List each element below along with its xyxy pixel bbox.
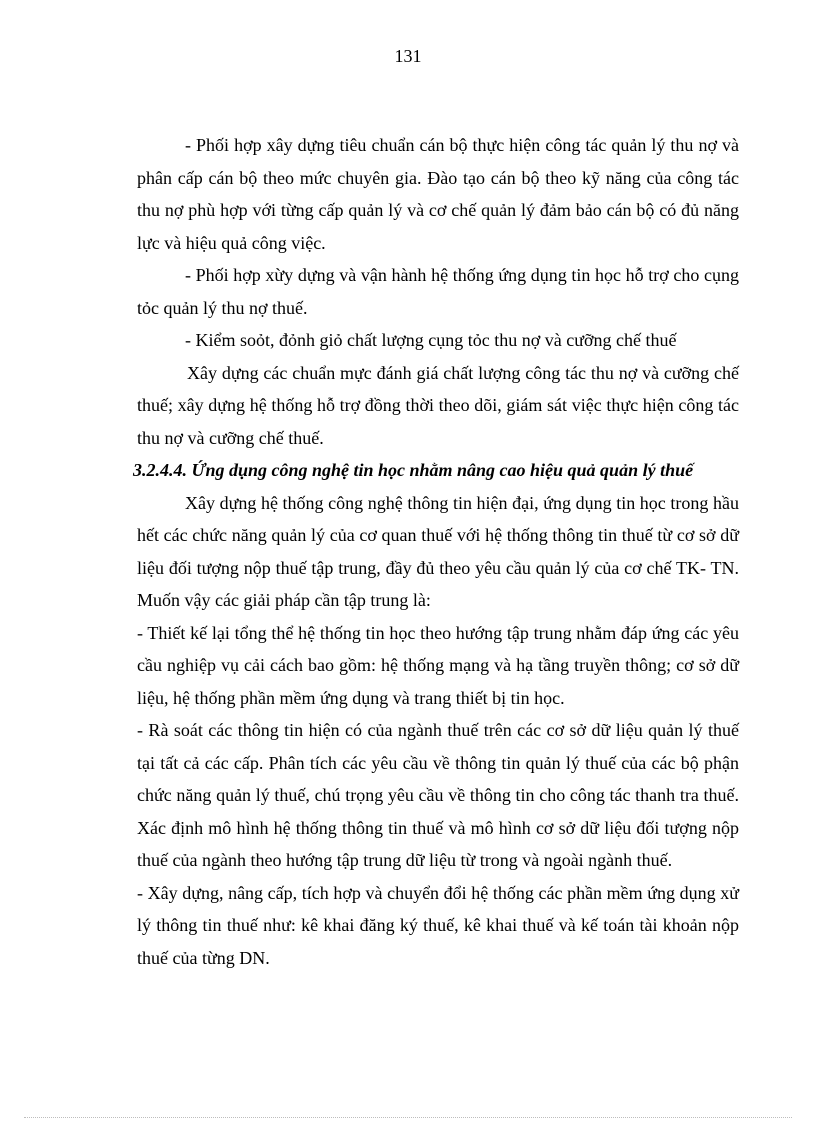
paragraph-quality-control: - Kiểm soỏt, đỏnh giỏ chất lượng cụng tỏc thu nợ và cưỡng chế thuế: [185, 330, 677, 350]
section-intro: Xây dựng hệ thống công nghệ thông tin hiện đại, ứng dụng tin học trong hầu hết các chức năng quản lý của cơ quan thuế với hệ thống thông tin thuế từ cơ sở dữ liệu đối tượng nộp thuế tập trung, đầy đủ theo yêu cầu quản lý của cơ chế TK- TN. Muốn vậy các giải pháp cần tập trung là:: [137, 492, 739, 610]
section-heading: 3.2.4.4. Ứng dụng công nghệ tin học nhằm nâng cao hiệu quả quản lý thuế: [133, 460, 694, 480]
bullet-item-redesign: - Thiết kế lại tổng thể hệ thống tin học theo hướng tập trung nhằm đáp ứng các yêu cầu nghiệp vụ cải cách bao gồm: hệ thống mạng và hạ tầng truyền thông; cơ sở dữ liệu, hệ thống phần mềm ứng dụng và trang thiết bị tin học.: [137, 622, 739, 708]
bullet-item-review-info: - Rà soát các thông tin hiện có của ngành thuế trên các cơ sở dữ liệu quản lý thuế tại tất cả các cấp. Phân tích các yêu cầu về thông tin quản lý thuế của các bộ phận chức năng quản lý thuế, chú trọng yêu cầu về thông tin cho công tác thanh tra thuế. Xác định mô hình hệ thống thông tin thuế và mô hình cơ sở dữ liệu đối tượng nộp thuế của ngành theo hướng tập trung dữ liệu từ trong và ngoài ngành thuế.: [137, 720, 739, 870]
bullet-item-software-build: - Xây dựng, nâng cấp, tích hợp và chuyển đổi hệ thống các phần mềm ứng dụng xử lý thông tin thuế như: kê khai đăng ký thuế, kê khai thuế và kế toán tài khoản nộp thuế của từng DN.: [137, 882, 739, 968]
paragraph-staff-standards: - Phối hợp xây dựng tiêu chuẩn cán bộ thực hiện công tác quản lý thu nợ và phân cấp cán bộ theo mức chuyên gia. Đào tạo cán bộ theo kỹ năng của công tác thu nợ phù hợp với từng cấp quản lý và cơ chế quản lý đảm bảo cán bộ có đủ năng lực và hiệu quả công việc.: [137, 135, 739, 253]
document-body: [133, 129, 739, 974]
page-bottom-border: [24, 1117, 792, 1118]
paragraph-evaluation-standards: Xây dựng các chuẩn mực đánh giá chất lượng công tác thu nợ và cưỡng chế thuế; xây dựng hệ thống hỗ trợ đồng thời theo dõi, giám sát việc thực hiện công tác thu nợ và cưỡng chế thuế.: [137, 362, 739, 448]
page-number: 131: [394, 46, 422, 66]
paragraph-it-system-coordination: - Phối hợp xừy dựng và vận hành hệ thống ứng dụng tin học hỗ trợ cho cụng tỏc quản lý thu nợ thuế.: [137, 265, 739, 318]
